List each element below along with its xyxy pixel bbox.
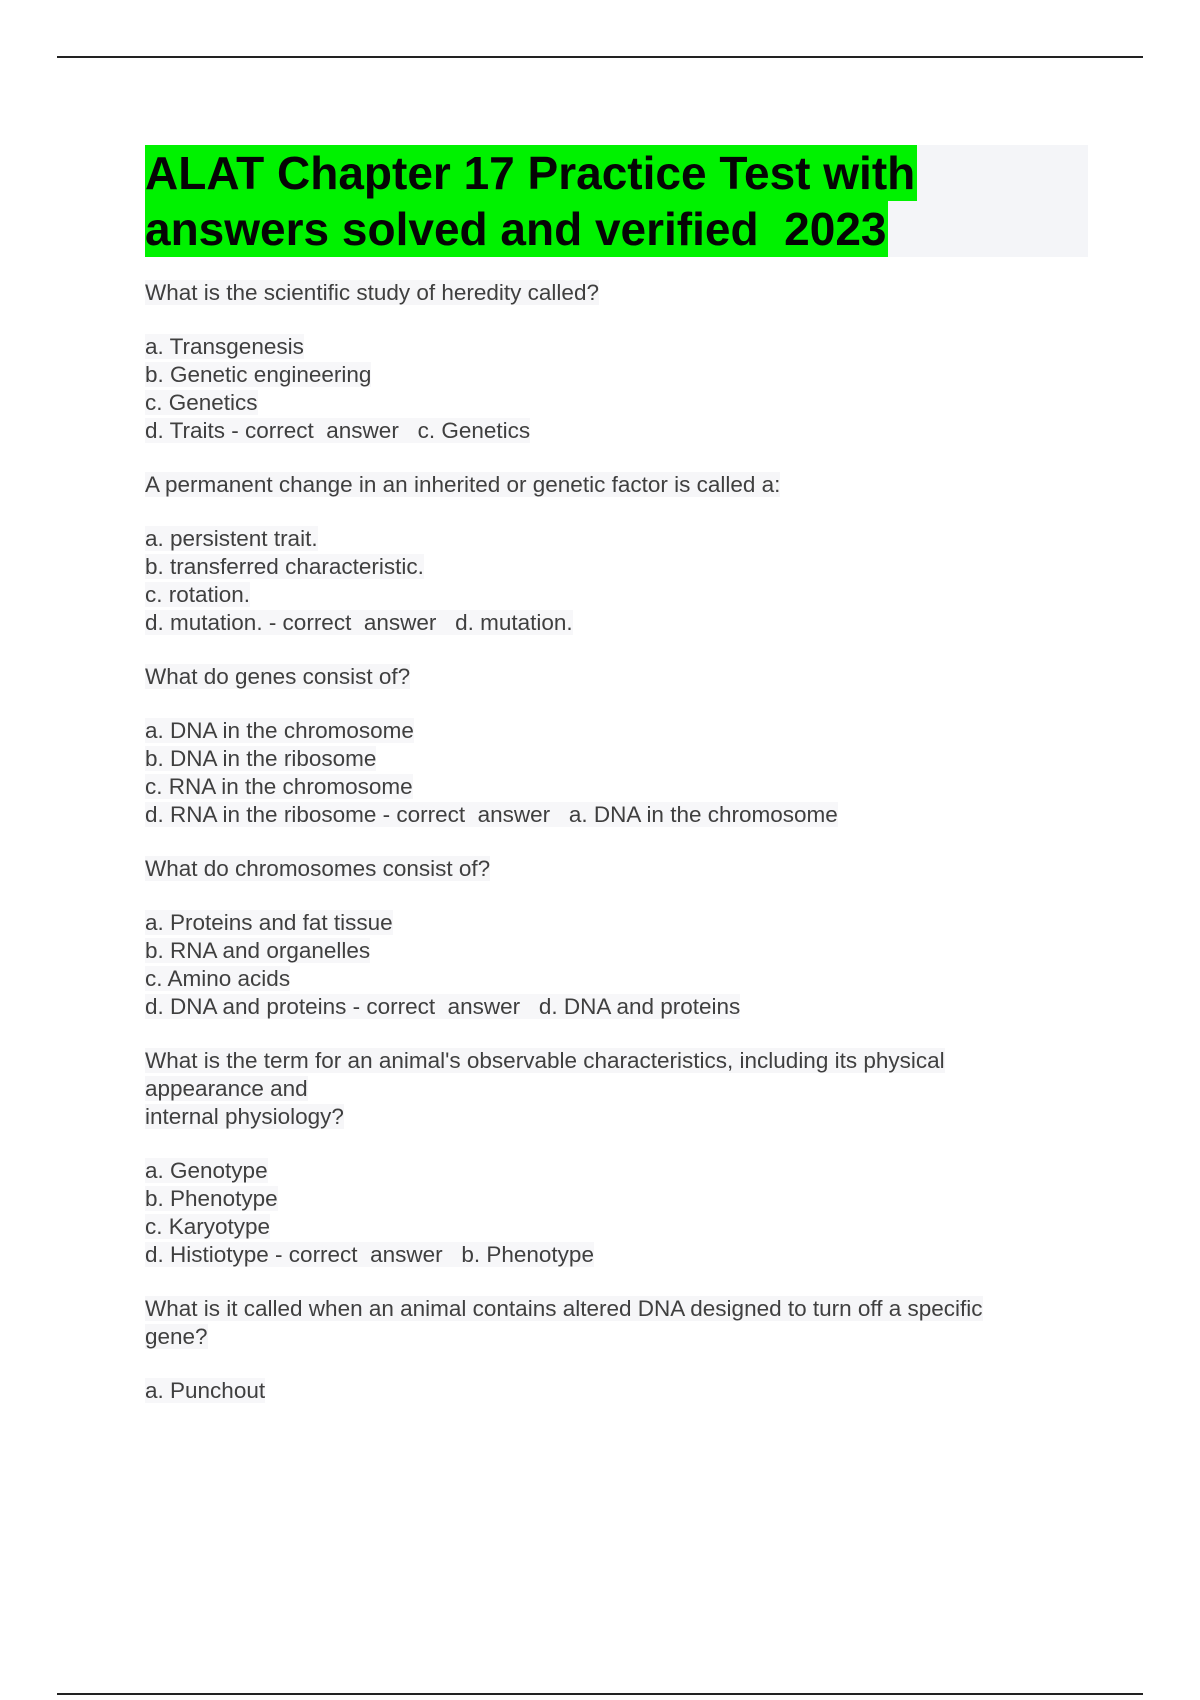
question-text: What do chromosomes consist of?	[145, 856, 491, 881]
options-list	[145, 909, 1090, 1021]
question-block	[145, 1295, 1090, 1405]
options-list	[145, 1377, 1090, 1405]
question-text: What is the scientific study of heredity called?	[145, 280, 599, 305]
question-block	[145, 663, 1090, 829]
option-answer: d. DNA and proteins - correct answer d. DNA and proteins	[145, 994, 741, 1019]
option-item: c. RNA in the chromosome	[145, 774, 413, 799]
option-item: b. RNA and organelles	[145, 938, 371, 963]
question-block	[145, 1047, 1090, 1269]
option-item: a. Proteins and fat tissue	[145, 910, 393, 935]
option-item: b. DNA in the ribosome	[145, 746, 377, 771]
option-answer: d. Traits - correct answer c. Genetics	[145, 418, 531, 443]
option-item: a. DNA in the chromosome	[145, 718, 414, 743]
option-item: b. transferred characteristic.	[145, 554, 424, 579]
options-list	[145, 333, 1090, 445]
option-item: a. persistent trait.	[145, 526, 318, 551]
document-title	[145, 145, 1088, 257]
title-line-2: answers solved and verified 2023	[145, 203, 887, 255]
option-item: a. Transgenesis	[145, 334, 304, 359]
document-body	[145, 145, 1090, 1431]
option-item: a. Punchout	[145, 1378, 266, 1403]
option-answer: d. mutation. - correct answer d. mutation.	[145, 610, 573, 635]
option-answer: d. Histiotype - correct answer b. Phenotype	[145, 1242, 594, 1267]
question-text: What is the term for an animal's observable characteristics, including its physical appearance and internal physiology?	[145, 1048, 945, 1129]
option-answer: d. RNA in the ribosome - correct answer a. DNA in the chromosome	[145, 802, 838, 827]
options-list	[145, 1157, 1090, 1269]
option-item: c. Amino acids	[145, 966, 291, 991]
question-block	[145, 471, 1090, 637]
options-list	[145, 717, 1090, 829]
option-item: a. Genotype	[145, 1158, 268, 1183]
title-line-1: ALAT Chapter 17 Practice Test with	[145, 147, 916, 199]
question-text: A permanent change in an inherited or genetic factor is called a:	[145, 472, 781, 497]
question-block	[145, 855, 1090, 1021]
option-item: c. rotation.	[145, 582, 251, 607]
question-block	[145, 279, 1090, 445]
options-list	[145, 525, 1090, 637]
bottom-rule	[57, 1693, 1143, 1695]
option-item: c. Genetics	[145, 390, 258, 415]
question-text: What do genes consist of?	[145, 664, 411, 689]
option-item: b. Genetic engineering	[145, 362, 372, 387]
question-text: What is it called when an animal contains altered DNA designed to turn off a specific gene?	[145, 1296, 983, 1349]
option-item: b. Phenotype	[145, 1186, 278, 1211]
option-item: c. Karyotype	[145, 1214, 271, 1239]
top-rule	[57, 56, 1143, 58]
